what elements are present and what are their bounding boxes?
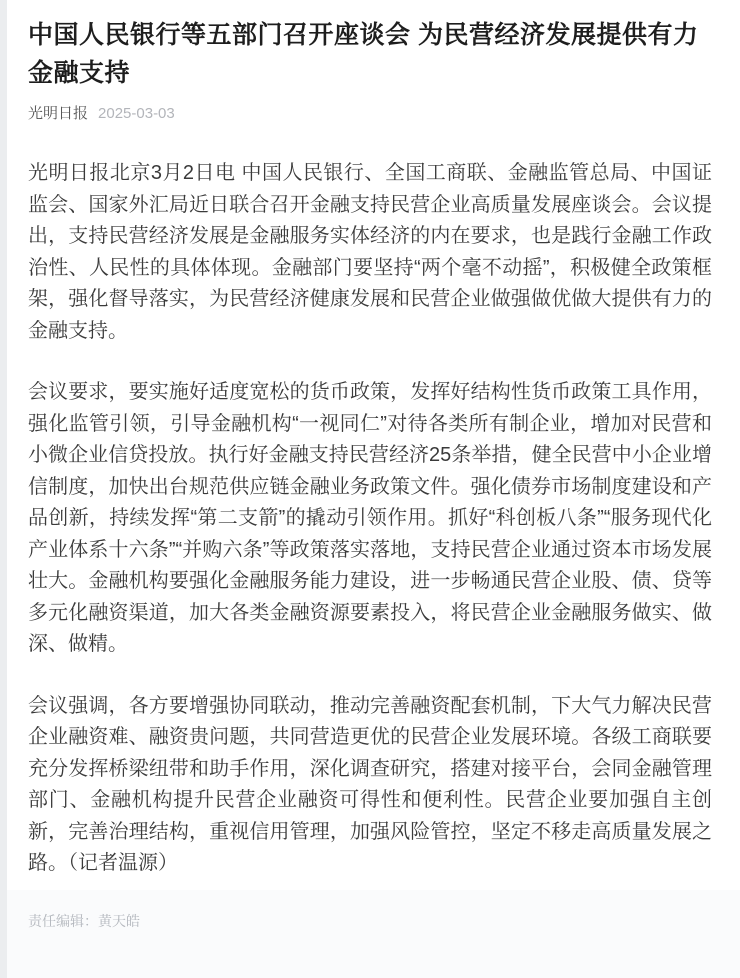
paragraph-meeting-emphasis: 会议强调，各方要增强协同联动，推动完善融资配套机制，下大气力解决民营企业融资难、融资贵问题，共同营造更优的民营企业发展环境。各级工商联要充分发挥桥梁纽带和助手作用，深化调查研究，搭建对接平台，会同金融管理部门、金融机构提升民营企业融资可得性和便利性。民营企业要加强自主创新，完善治理结构，重视信用管理，加强风险管控，坚定不移走高质量发展之路。（记者温源） [28, 694, 712, 874]
paragraph-lead: 光明日报北京3月2日电 中国人民银行、全国工商联、金融监管总局、中国证监会、国家外汇局近日联合召开金融支持民营企业高质量发展座谈会。会议提出，支持民营经济发展是金融服务实体经济的内在要求，也是践行金融工作政治性、人民性的具体体现。金融部门要坚持“两个毫不动摇”，积极健全政策框架，强化督导落实，为民营经济健康发展和民营企业做强做优做大提供有力的金融支持。 [28, 162, 712, 342]
editor-label: 责任编辑： [28, 912, 98, 929]
editor-name: 黄天皓 [98, 912, 140, 929]
page-left-edge-strip [0, 0, 7, 978]
publish-date: 2025-03-03 [98, 105, 175, 122]
byline [28, 104, 712, 124]
article-footer [0, 890, 740, 978]
paragraph-meeting-requirements: 会议要求，要实施好适度宽松的货币政策，发挥好结构性货币政策工具作用，强化监管引领，引导金融机构“一视同仁”对待各类所有制企业，增加对民营和小微企业信贷投放。执行好金融支持民营经济25条举措，健全民营中小企业增信制度，加快出台规范供应链金融业务政策文件。强化债券市场制度建设和产品创新，持续发挥“第二支箭”的撬动引领作用。抓好“科创板八条”“服务现代化产业体系十六条”“并购六条”等政策落实落地，支持民营企业通过资本市场发展壮大。金融机构要强化金融服务能力建设，进一步畅通民营企业股、债、贷等多元化融资渠道，加大各类金融资源要素投入，将民营企业金融服务做实、做深、做精。 [28, 381, 712, 655]
source-name: 光明日报 [28, 105, 89, 122]
editor-line [28, 912, 712, 930]
article-title: 中国人民银行等五部门召开座谈会 为民营经济发展提供有力金融支持 [28, 21, 699, 87]
